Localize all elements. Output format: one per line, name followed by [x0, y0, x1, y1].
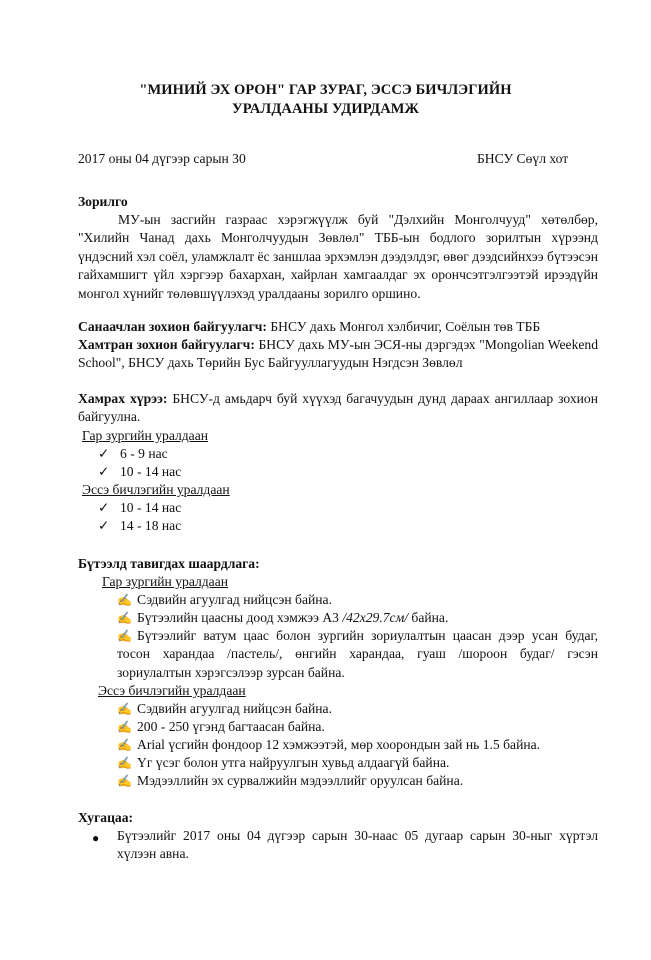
list-item: ✍ Сэдвийн агуулгад нийцсэн байна.: [117, 700, 332, 718]
partner-label: Хамтран зохион байгуулагч:: [78, 337, 255, 352]
list-item: ✍ Бүтээлийн цаасны доод хэмжээ А3 /42x29.7см/ байна.: [117, 609, 448, 627]
check-icon: ✓: [98, 500, 110, 515]
document-date: 2017 оны 04 дүгээр сарын 30: [78, 151, 246, 166]
pen-icon: ✍: [117, 756, 132, 770]
pen-icon: ✍: [117, 720, 132, 734]
list-item: ✓ 10 - 14 нас: [98, 499, 181, 517]
list-item: ✍ Үг үсэг болон утга найруулгын хувьд алдаагүй байна.: [117, 754, 449, 772]
pen-icon: ✍: [117, 702, 132, 716]
pen-icon: ✍: [117, 738, 132, 752]
requirements-heading: Бүтээлд тавигдах шаардлага:: [78, 556, 260, 571]
paper-size: /42x29.7см/: [342, 610, 409, 625]
category-drawing-ages: [98, 445, 181, 482]
list-item: ✍ Бүтээлийг ватум цаас болон зургийн зориулалтын цаасан дээр усан будаг, тосон харандаа /пастель/, өнгийн харандаа, гуаш /шороон будаг/ гэсэн зориулалтын хэрэгсэлээр зурсан байна.: [117, 628, 598, 680]
check-icon: ✓: [98, 518, 110, 534]
scope-value: БНСУ-д амьдарч буй хүүхэд багачуудын дунд дараах ангиллаар зохион байгуулна.: [78, 391, 598, 425]
pen-icon: ✍: [117, 629, 132, 643]
list-item: ✍ Сэдвийн агуулгад нийцсэн байна.: [117, 591, 332, 609]
document-place: БНСУ Сөүл хот: [477, 151, 569, 166]
initiator-label: Санаачлан зохион байгуулагч:: [78, 319, 267, 334]
duration-heading: Хугацаа:: [78, 810, 134, 825]
check-icon: ✓: [98, 446, 110, 461]
initiator-line: [78, 318, 598, 336]
pen-icon: ✍: [117, 611, 132, 625]
req-drawing-name: Гар зургийн уралдаан: [102, 574, 229, 589]
list-item: ✍ Мэдээллийн эх сурвалжийн мэдээллийг оруулсан байна.: [117, 772, 463, 790]
duration-text: Бүтээлийг 2017 оны 04 дүгээр сарын 30-наас 05 дугаар сарын 30-ныг хүртэл хүлээн авна.: [117, 828, 598, 862]
list-item: ✓ 14 - 18 нас: [98, 517, 181, 535]
check-icon: ✓: [98, 464, 110, 480]
list-item: ✍ 200 - 250 үгэнд багтаасан байна.: [117, 718, 325, 736]
scope-line: [78, 390, 598, 427]
initiator-value: БНСУ дахь Монгол хэлбичиг, Соёлын төв ТББ: [266, 319, 541, 334]
document-title-line2: УРАЛДААНЫ УДИРДАМЖ: [232, 101, 419, 117]
category-essay-ages: [98, 499, 181, 536]
partner-value: БНСУ дахь МУ-ын ЭСЯ-ны дэргэдэх "Mongolian Weekend School", БНСУ дахь Төрийн Бус Байгууллагуудын Нэгдсэн Зөвлөл: [78, 337, 598, 371]
scope-label: Хамрах хүрээ:: [78, 391, 168, 406]
document-title-line1: "МИНИЙ ЭХ ОРОН" ГАР ЗУРАГ, ЭССЭ БИЧЛЭГИЙН: [139, 82, 512, 98]
list-item: ✓ 6 - 9 нас: [98, 445, 181, 463]
pen-icon: ✍: [117, 593, 132, 607]
list-item: ✓ 10 - 14 нас: [98, 463, 181, 481]
category-drawing-name: Гар зургийн уралдаан: [82, 428, 209, 443]
partner-line: [78, 336, 598, 373]
goal-heading: Зорилго: [78, 194, 128, 209]
pen-icon: ✍: [117, 774, 132, 788]
category-essay-name: Эссэ бичлэгийн уралдаан: [82, 482, 230, 497]
bullet-icon: ●: [92, 831, 100, 845]
list-item: ✍ Arial үсгийн фондоор 12 хэмжээтэй, мөр хоорондын зай нь 1.5 байна.: [117, 736, 540, 754]
goal-text: МУ-ын засгийн газраас хэрэгжүүлж буй "Дэлхийн Монголчууд" хөтөлбөр, "Хилийн Чанад дахь Монголчуудын Зөвлөл" ТББ-ын бодлого зорилтын хүрээнд үндэсний хэл соёл, уламжлалт ёс заншлаа эрхэмлэн дээдэлдэг, өвөг дээдсийнхээ бүтээсэн гайхамшигт үйл хэргээр бахархан, хайрлан хамгаалдаг эх орончсэтгэлгээтэй ирээдүйн монгол хүнийг төлөвшүүлэхэд уралдааны зорилго оршино.: [78, 212, 598, 301]
req-essay-name: Эссэ бичлэгийн уралдаан: [98, 683, 246, 698]
